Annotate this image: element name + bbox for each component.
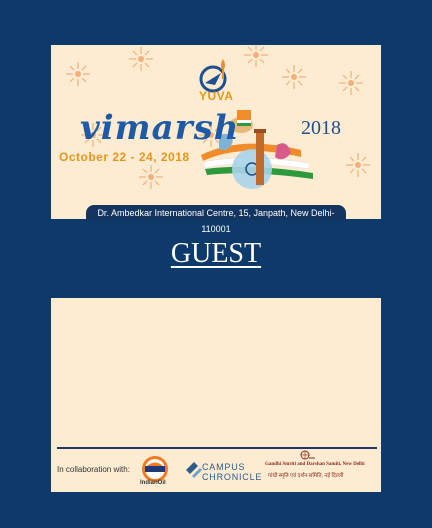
partner-campus-chronicle <box>202 462 262 482</box>
partner-campus-chronicle-line2: CHRONICLE <box>202 472 263 482</box>
sunburst-decoration-icon <box>139 165 163 189</box>
sunburst-decoration-icon <box>244 45 268 67</box>
event-title: vimarsh <box>80 108 240 148</box>
event-year: 2018 <box>301 117 341 139</box>
collab-label: In collaboration with: <box>57 465 130 474</box>
partner-indianoil: IndianOil <box>140 480 166 486</box>
event-dates: October 22 - 24, 2018 <box>59 150 190 164</box>
sunburst-decoration-icon <box>282 65 306 89</box>
indianoil-logo-icon <box>141 455 169 483</box>
brand-name: YUVA <box>199 89 234 103</box>
sunburst-decoration-icon <box>129 47 153 71</box>
footer-divider <box>57 447 377 449</box>
campus-chronicle-logo-icon <box>184 460 204 480</box>
sunburst-decoration-icon <box>346 153 370 177</box>
partner-gandhi-smriti-hi: गांधी स्मृति एवं दर्शन समिति, नई दिल्ली <box>268 473 344 479</box>
event-venue: Dr. Ambedkar International Centre, 15, Janpath, New Delhi-110001 <box>86 205 346 221</box>
badge-role: GUEST <box>170 238 262 269</box>
partner-campus-chronicle-line1: CAMPUS <box>202 462 246 472</box>
partner-gandhi-smriti-en: Gandhi Smriti and Darshan Samiti, New Delhi <box>265 462 365 467</box>
charkha-icon <box>300 449 316 461</box>
sunburst-decoration-icon <box>339 71 363 95</box>
sunburst-decoration-icon <box>66 62 90 86</box>
